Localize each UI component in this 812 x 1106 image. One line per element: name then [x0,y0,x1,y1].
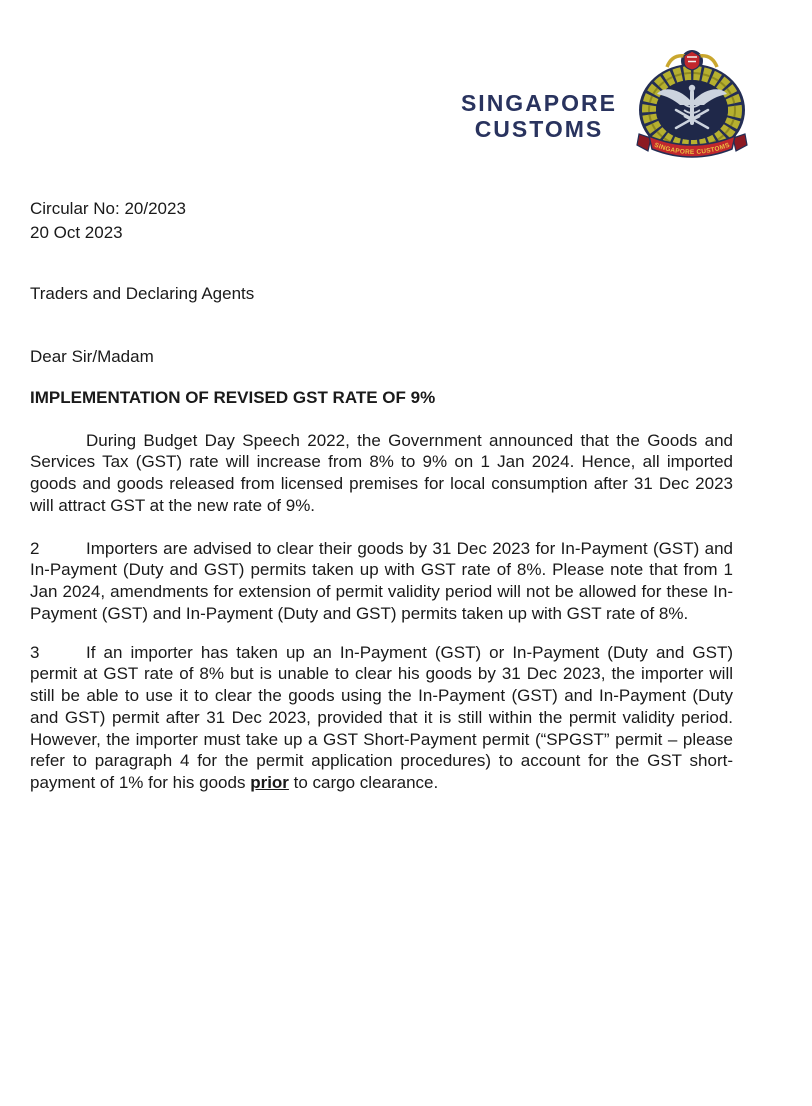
paragraph-1-text: During Budget Day Speech 2022, the Government announced that the Goods and Services Tax (GST) rate will increase from 8% to 9% on 1 Jan 2024. Hence, all imported goods and goods released from licensed premises for local consumption after 31 Dec 2023 will attract GST at the new rate of 9%. [30,430,733,515]
paragraph-2-number: 2 [30,538,40,558]
addressee: Traders and Declaring Agents [30,284,255,303]
paragraph-2 [30,538,733,625]
singapore-customs-crest-icon [627,48,757,168]
letter-body [30,197,733,794]
paragraph-3-text-before: If an importer has taken up an In-Payment (GST) or In-Payment (Duty and GST) permit at GST rate of 8% but is unable to clear his goods by 31 Dec 2023, the importer will still be able to use it to clear the goods using the In-Payment (GST) and In-Payment (Duty and GST) permit after 31 Dec 2023, provided that it is still within the permit validity period. However, the importer must take up a GST Short-Payment permit (“SPGST” permit – please refer to paragraph 4 for the permit application procedures) to account for the GST short-payment of 1% for his goods [30,642,733,792]
subject-heading: IMPLEMENTATION OF REVISED GST RATE OF 9% [30,387,436,407]
paragraph-3-number: 3 [30,642,40,662]
circular-meta [30,197,733,245]
letterhead [0,0,812,168]
wordmark-line-1: SINGAPORE [460,90,617,116]
emphasis-prior: prior [250,773,289,792]
salutation: Dear Sir/Madam [30,346,154,366]
singapore-customs-wordmark [461,90,617,142]
circular-date: 20 Oct 2023 [30,223,123,242]
paragraph-2-text: Importers are advised to clear their goods by 31 Dec 2023 for In-Payment (GST) and In-Payment (Duty and GST) permits taken up with GST rate of 8%. Please note that from 1 Jan 2024, amendments for extension of permit validity period will not be allowed for these In-Payment (GST) and In-Payment (Duty and GST) permits taken up with GST rate of 8%. [30,538,733,623]
wordmark-line-2: CUSTOMS [474,116,604,142]
paragraph-1 [30,430,733,517]
paragraph-3-text-after: to cargo clearance. [288,773,439,792]
circular-number: Circular No: 20/2023 [30,199,186,218]
banner-text: SINGAPORE CUSTOMS [653,141,731,157]
paragraph-3 [30,642,733,794]
